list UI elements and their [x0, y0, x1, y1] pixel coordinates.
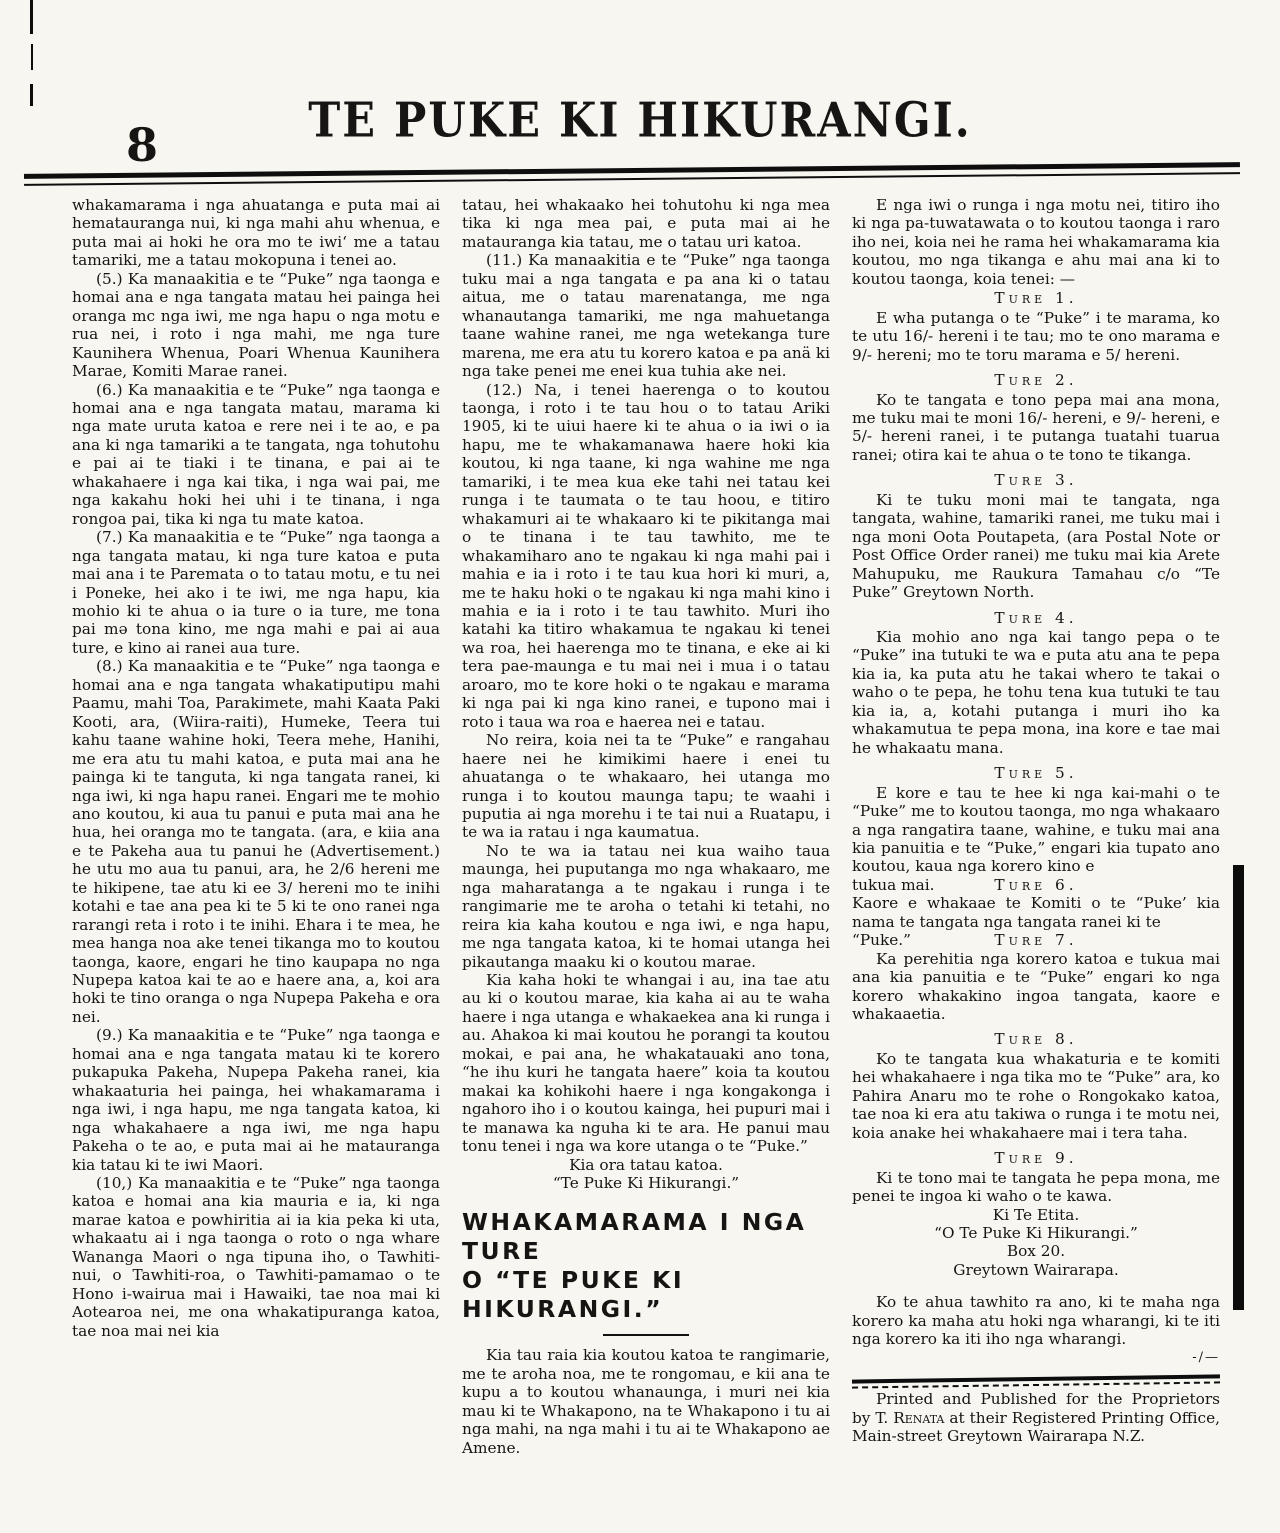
ture-6-heading: Ture 6. [994, 875, 1078, 894]
ture-9-heading: Ture 9. [994, 1149, 1078, 1168]
clause-11: (11.) Ka manaakitia e te “Puke” nga taonga tuku mai a nga tangata e pa ana ki o tatau aitua, me o tatau marenatanga, me nga whanautanga tamariki, me nga mahuetanga taane wahine ranei, me nga wetekanga ture marena, me era atu tu korero katoa e pa anä ki nga take penei me enei kua tuhia ake nei. [462, 251, 830, 381]
address-line: Ki Te Etita. [992, 1205, 1080, 1224]
ture-4-heading: Ture 4. [994, 608, 1078, 627]
scan-edge-artifact [1233, 865, 1244, 1310]
column-1 [72, 196, 440, 1457]
ture-3-heading: Ture 3. [994, 471, 1078, 490]
paragraph-continuation: tatau, hei whakaako hei tohutohu ki nga mea tika ki nga mea pai, e puta mai ai he matauranga kia tatau, me o tatau uri katoa. [462, 196, 830, 251]
signoff-line: “Te Puke Ki Hikurangi.” [552, 1174, 740, 1193]
ture-1-body: E wha putanga o te “Puke” i te marama, ko te utu 16/- hereni i te tau; mo te ono marama e 9/- hereni; mo te toru marama e 5/ hereni. [852, 308, 1220, 364]
address-line: Box 20. [1006, 1242, 1066, 1261]
article-heading-line-1: WHAKAMARAMA I NGA TURE [462, 1208, 807, 1266]
ture-8-heading: Ture 8. [994, 1030, 1078, 1049]
article-heading [462, 1208, 830, 1324]
ture-9-body: Ki te tono mai te tangata he pepa mona, me penei te ingoa ki waho o te kawa. [852, 1168, 1220, 1206]
article-paragraph: Kia tau raia kia koutou katoa te rangimarie, me te aroha noa, me te rongomau, e kii ana te kupu a to koutou whanaunga, i muri nei kia mau ki te Whakapono, na te Whakapono i tu ai nga mahi, na nga mahi i tu ai te Whakapono ae Amene. [462, 1346, 830, 1457]
ture-2-heading: Ture 2. [994, 371, 1078, 390]
ture-2-body: Ko te tangata e tono pepa mai ana mona, me tuku mai te moni 16/- hereni, e 9/- hereni, e 5/- hereni ranei, i te putanga tuatahi tuarua ranei; otira kai te ahua o te tono te tikanga. [852, 390, 1220, 464]
clause-9: (9.) Ka manaakitia e te “Puke” nga taonga e homai ana e nga tangata matau ki te korero pukapuka Pakeha, Nupepa Pakeha ranei, kia whakaaturia hei painga, hei whakamarama i nga iwi, i nga hapu, me nga tangata katoa, ki nga whakahaere a nga iwi, me nga hapu Pakeha o te ao, e puta mai ai he matauranga kia tatau ki te iwi Maori. [72, 1026, 440, 1174]
address-line: Greytown Wairarapa. [953, 1260, 1119, 1279]
imprint-divider [852, 1375, 1220, 1389]
ture-7-heading: Ture 7. [994, 931, 1078, 950]
clause-5: (5.) Ka manaakitia e te “Puke” nga taonga e homai ana e nga tangata matau hei painga hei oranga mc nga iwi, me nga hapu o nga motu e rua nei, i roto i nga mahi, me nga ture Kaunihera Whenua, Poari Whenua Kaunihera Marae, Komiti Marae ranei. [72, 269, 440, 381]
clause-8: (8.) Ka manaakitia e te “Puke” nga taonga e homai ana e nga tangata whakatiputipu mahi Paamu, mahi Toa, Parakimete, mahi Kaata Paki Kooti, ara, (Wiira-raiti), Humeke, Teera tui kahu taane wahine hoki, Teera mehe, Hanihi, me era atu tu mahi katoa, e puta mai ana he painga ki te tanguta, ki nga tangata ranei, ki nga iwi, ki nga hapu ranei. Engari me te mohio ano koutou, ki aua tu panui e puta mai ana he hua, hei oranga mo te tangata. (ara, e kiia ana e te Pakeha aua tu panui he (Advertisement.) he utu mo aua tu panui, ara, he 2/6 hereni me te hikipene, tae atu ki ee 3/ hereni mo te inihi kotahi e tae ana pea ki te 5 ki te ono ranei nga rarangi reta i roto i te inihi. Ehara i te mea, he mea hanga noa ake tenei tikanga mo to koutou taonga, kaore, engari he tino kaupapa no nga Nupepa katoa kai te ao e haere ana, a, koi ara hoki te tino oranga o nga Nupepa Pakeha e ora nei. [72, 657, 440, 1026]
ture-8-body: Ko te tangata kua whakaturia e te komiti hei whakahaere i nga tika mo te “Puke” ara, ko Pahira Anaru mo te rohe o Rongokako katoa, tae noa ki era atu takiwa o runga i te motu nei, koia anake hei whakahaere mai i tera taha. [852, 1049, 1220, 1142]
ture-6-body: Kaore e whakaae te Komiti o te “Puke’ kia nama te tangata nga tangata ranei ki te [852, 894, 1220, 931]
ture-5-tail-line [852, 876, 1220, 894]
imprint-text: Printed and Published for the Proprietors by T. Renata at their Registered Printing Office, Main-street Greytown Wairarapa N.Z. [852, 1390, 1220, 1446]
ture-7-body: Ka perehitia nga korero katoa e tukua mai ana kia panuitia e te “Puke” engari ko nga korero whakakino ingoa tangata, kaore e whakaaetia. [852, 949, 1220, 1024]
address-line: “O Te Puke Ki Hikurangi.” [934, 1224, 1138, 1243]
clause-6: (6.) Ka manaakitia e te “Puke” nga taonga e homai ana e nga tangata matau, marama ki nga mate uruta katoa e rere nei i te ao, e pa ana ki nga tamariki a te tangata, nga tohutohu e pai ai te tiaki i te tinana, e pai ai te whakahaere i nga kai tika, i nga wai pai, me nga kakahu hoki hei uhi i te tinana, i nga rongoa pai, tika ki nga tu mate katoa. [72, 380, 440, 528]
article-heading-line-2: O “TE PUKE KI HIKURANGI.” [462, 1266, 685, 1324]
ture-4-body: Kia mohio ano nga kai tango pepa o te “Puke” ina tutuki te wa e puta atu ana te pepa kia ia, ka puta atu he takai whero te takai o waho o te pepa, he tohu tena kua tutuki te tau kia ia, a, kotahi putanga i muri iho ka whakamutua te pepa mona, ina kore e tae mai he whakaatu mana. [852, 627, 1220, 757]
ture-6-tail-line [852, 931, 1220, 949]
signoff-line: Kia ora tatau katoa. [569, 1155, 723, 1174]
paragraph: No te wa ia tatau nei kua waiho taua maunga, hei puputanga mo nga whakaaro, me nga maharatanga a te ngakau i runga i te rangimarie me te aroha o tetahi ki tetahi, no reira kia kaha koutou e nga iwi, e nga hapu, me nga tangata katoa, ki te homai utanga hei pikautanga maaku ki o koutou marae. [462, 841, 830, 971]
clause-12: (12.) Na, i tenei haerenga o to koutou taonga, i roto i te tau hou o to tatau Ariki 1905, ki te uiui haere ki te ahua o ia iwi o ia hapu, me te whakamanawa haere hoki kia koutou, ki nga taane, ki nga wahine me nga tamariki, i te mea kua eke tahi nei tatau kei runga i te taumata o te tau hoou, e titiro whakamuri ai te whakaaro ki te pikitanga mai o te tinana i te tau tawhito, me te whakamiharo ano te ngakau ki nga mahi pai i mahia e ia i roto i te tau kua hori ki muri, a, me te haku hoki o te ngakau ki nga mahi kino i mahia e ia i roto i te tau tawhito. Muri iho katahi ka titiro whakamua te ngakau ki tenei wa roa, hei haerenga mo te tinana, e eke ai ki tera pae-maunga e tu mai nei i mua i o tatau aroaro, mo te kore hoki o te ngakau e marama ki nga pai ki nga kino ranei, e tupono mai i roto i taua wa roa e haerea nei e tatau. [462, 380, 830, 731]
printer-name: Renata [893, 1408, 945, 1427]
ture-5-body: E kore e tau te hee ki nga kai-mahi o te “Puke” me to koutou taonga, mo nga whakaaro a nga rangatira taane, wahine, e tuku mai ana kia panuitia e te “Puke,” engari kia tupato ano koutou, kaua nga korero kino e [852, 783, 1220, 876]
imprint-block [852, 1390, 1220, 1445]
column-3 [852, 196, 1220, 1457]
paragraph: Kia kaha hoki te whangai i au, ina tae atu au ki o koutou marae, kia kaha ai au te waha haere i nga utanga e whakaekea ana ki runga i au. Ahakoa ki mai koutou he porangi ta koutou mokai, e pai ana, he whakatauaki ano tona, “he ihu kuri he tangata haere” koia ta koutou makai ka kohikohi haere i nga kongakonga i ngahoro iho i o koutou kainga, hei pupuri mai i te manawa ka nguha ki te ara. He panui mau tonu tenei i nga wa kore utanga o te “Puke.” [462, 971, 830, 1156]
heading-divider [603, 1334, 689, 1336]
paragraph-continuation: whakamarama i nga ahuatanga e puta mai ai hematauranga nui, ki nga mahi ahu whenua, e puta mai ai hoki he ora mo te iwi‘ me a tatau tamariki, me a tatau mokopuna i tenei ao. [72, 196, 440, 270]
ture-5-heading: Ture 5. [994, 764, 1078, 783]
paragraph: No reira, koia nei ta te “Puke” e rangahau haere nei he kimikimi haere i enei tu ahuatanga o te whakaaro, hei utanga mo runga i to koutou maunga tapu; te waahi i puputia ai nga morehu i te tai nui a Ruatapu, i te wa ia ratau i nga kaumatua. [462, 731, 830, 842]
closing-paragraph: Ko te ahua tawhito ra ano, ki te maha nga korero ka maha atu hoki nga wharangi, ki te iti nga korero ka iti iho nga wharangi. [852, 1293, 1220, 1349]
clause-7: (7.) Ka manaakitia e te “Puke” nga taonga a nga tangata matau, ki nga ture katoa e puta mai ana i te Paremata o to tatau motu, e tu nei i Poneke, hei ako i te iwi, me nga hapu, kia mohio ki te ahua o ia ture o ia ture, me tona pai mə tona kino, me nga mahi e pai ai aua ture, e kino ai ranei aua ture. [72, 528, 440, 657]
masthead-rule [24, 162, 1240, 186]
clause-10: (10,) Ka manaakitia e te “Puke” nga taonga katoa e homai ana kia mauria e ia, ki nga marae katoa e powhiritia ai ia kia peka ki uta, whakaatu ai i nga taonga o roto o nga whare Wananga Maori o nga tipuna iho, o Tawhiti-nui, o Tawhiti-roa, o Tawhiti-pamamao o te Hono i-wairua mai i Hawaiki, tae noa mai ki Aotearoa nei, me ona whakatipuranga katoa, tae noa mai nei kia [72, 1174, 440, 1340]
rules-intro: E nga iwi o runga i nga motu nei, titiro iho ki nga pa-tuwatawata o to koutou taonga i raro iho nei, koia nei he rama hei whakamarama kia koutou, mo nga tikanga e ahu mai ana ki to koutou taonga, koia tenei: — [852, 196, 1220, 288]
masthead-title: TE PUKE KI HIKURANGI. [308, 93, 972, 149]
article-columns [72, 196, 1220, 1457]
column-2 [462, 196, 830, 1457]
ture-3-body: Ki te tuku moni mai te tangata, nga tangata, wahine, tamariki ranei, me tuku mai i nga moni Oota Poutapeta, (ara Postal Note or Post Office Order ranei) me tuku mai kia Arete Mahupuku, me Raukura Tamahau c/o “Te Puke” Greytown North. [852, 490, 1220, 602]
ture-6-tail: “Puke.” [852, 931, 911, 950]
ture-1-heading: Ture 1. [994, 289, 1078, 308]
scan-pen-mark: -/— [1192, 1349, 1220, 1365]
ture-5-tail: tukua mai. [852, 875, 935, 894]
page-header [0, 0, 1280, 178]
page-number: 8 [126, 118, 159, 172]
